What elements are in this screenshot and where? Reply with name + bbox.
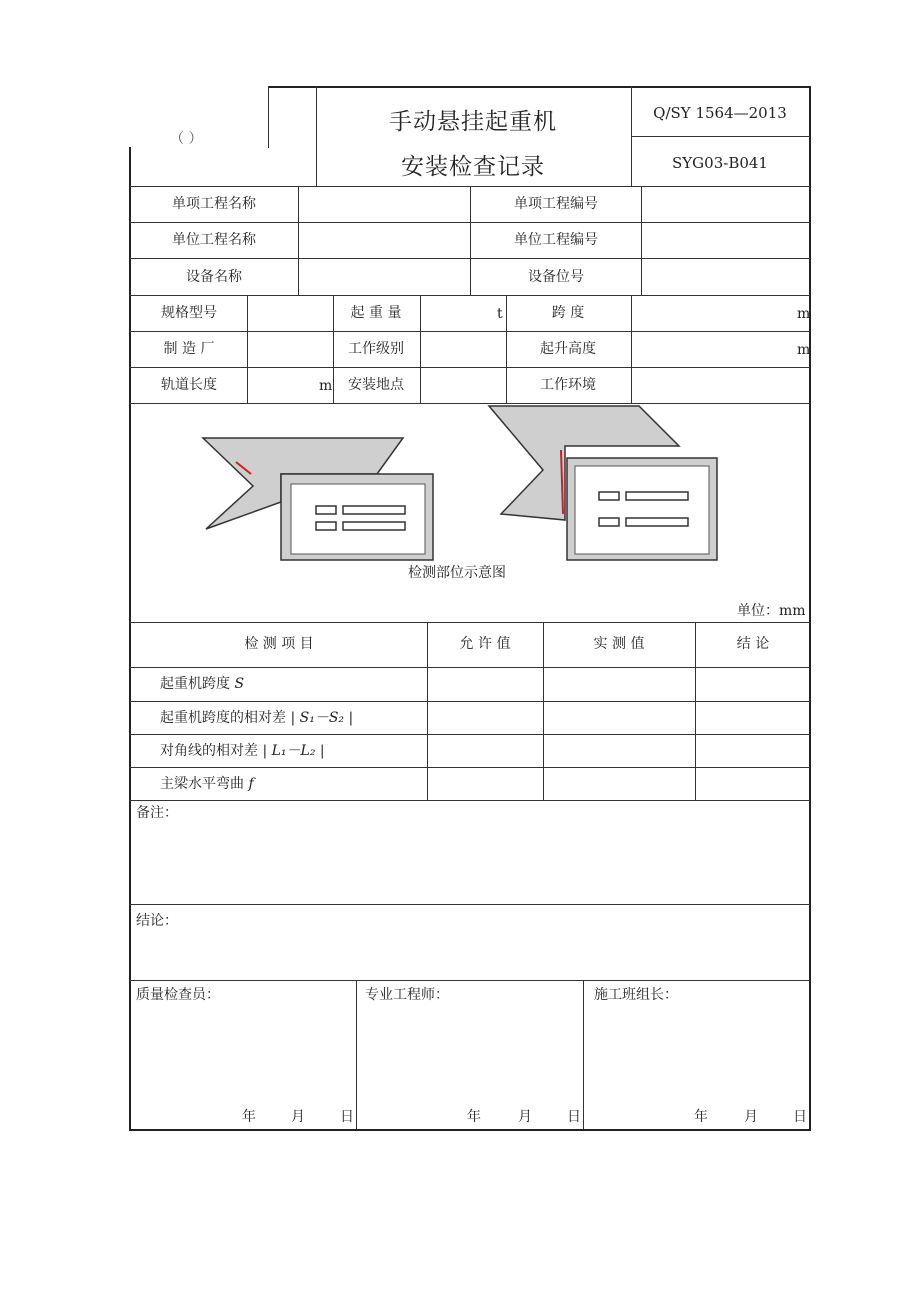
bending-allowed-cell[interactable] <box>429 769 542 799</box>
work-class-label: 工作级别 <box>348 341 404 357</box>
install-location-field[interactable] <box>422 369 504 401</box>
single-project-no-label: 单项工程编号 <box>514 196 598 212</box>
unit-project-no-field[interactable] <box>643 224 807 256</box>
track-length-unit: m <box>319 378 333 394</box>
equipment-name-label: 设备名称 <box>186 269 242 285</box>
row-label-span: 起重机跨度 <box>160 676 235 692</box>
right-slot-small-2 <box>599 518 619 526</box>
model-label: 规格型号 <box>161 305 217 321</box>
row-math-diagonal: | L₁－L₂ | <box>262 743 325 759</box>
form-code: SYG03-B041 <box>672 154 768 172</box>
row-math-span-diff: | S₁－S₂ | <box>290 710 354 726</box>
date-day: 日 <box>340 1109 354 1125</box>
span-conclusion-cell[interactable] <box>697 669 808 700</box>
right-slot-small-1 <box>599 492 619 500</box>
bending-measured-cell[interactable] <box>545 769 694 799</box>
header-inspection-item: 检 测 项 目 <box>244 636 314 652</box>
conclusion-label: 结论： <box>136 913 178 929</box>
left-slot-long-1 <box>343 506 405 514</box>
diagonal-allowed-cell[interactable] <box>429 736 542 766</box>
left-slot-long-2 <box>343 522 405 530</box>
single-project-name-label: 单项工程名称 <box>172 196 256 212</box>
diagram-unit-label: 单位：mm <box>737 603 806 619</box>
equipment-name-field[interactable] <box>300 260 468 293</box>
span-label: 跨 度 <box>551 305 585 321</box>
diagonal-measured-cell[interactable] <box>545 736 694 766</box>
table-row <box>160 777 254 791</box>
environment-field[interactable] <box>633 369 807 401</box>
team-leader-label: 施工班组长： <box>594 987 678 1003</box>
maker-field[interactable] <box>249 333 331 365</box>
date-month: 月 <box>291 1109 305 1125</box>
left-slot-small-2 <box>316 522 336 530</box>
install-location-label: 安装地点 <box>348 377 404 393</box>
right-slot-long-1 <box>626 492 688 500</box>
table-row <box>160 677 244 691</box>
left-panel-inner <box>291 484 425 554</box>
notes-field[interactable] <box>131 826 809 902</box>
team-leader-signature[interactable] <box>585 1008 808 1098</box>
span-field[interactable] <box>633 297 807 329</box>
lift-height-field[interactable] <box>633 333 807 365</box>
date-month: 月 <box>518 1109 532 1125</box>
date-day: 日 <box>793 1109 807 1125</box>
header-conclusion: 结 论 <box>736 636 770 652</box>
span-diff-measured-cell[interactable] <box>545 703 694 733</box>
date-day: 日 <box>567 1109 581 1125</box>
inspection-diagram <box>131 404 809 622</box>
row-math-bending: f <box>248 776 254 792</box>
org-label-partial: （ ） <box>170 131 203 147</box>
row-label-diagonal: 对角线的相对差 <box>160 743 263 759</box>
unit-project-no-label: 单位工程编号 <box>514 232 598 248</box>
form-title-line1: 手动悬挂起重机 <box>389 109 557 135</box>
maker-label: 制 造 厂 <box>163 341 215 357</box>
single-project-no-field[interactable] <box>643 188 807 220</box>
date-year: 年 <box>467 1109 481 1125</box>
standard-code: Q/SY 1564—2013 <box>653 104 787 122</box>
unit-project-name-label: 单位工程名称 <box>172 232 256 248</box>
form-title-line2: 安装检查记录 <box>401 154 545 180</box>
left-slot-small-1 <box>316 506 336 514</box>
model-field[interactable] <box>249 297 331 329</box>
date-month: 月 <box>744 1109 758 1125</box>
span-unit: m <box>797 306 811 322</box>
table-row <box>160 744 325 758</box>
conclusion-field[interactable] <box>131 934 809 978</box>
diagonal-conclusion-cell[interactable] <box>697 736 808 766</box>
bending-conclusion-cell[interactable] <box>697 769 808 799</box>
engineer-signature[interactable] <box>358 1008 582 1098</box>
table-row <box>160 711 353 725</box>
lift-height-unit: m <box>797 342 811 358</box>
capacity-label: 起 重 量 <box>350 305 402 321</box>
header-measured-value: 实 测 值 <box>593 636 645 652</box>
work-class-field[interactable] <box>422 333 504 365</box>
span-allowed-cell[interactable] <box>429 669 542 700</box>
engineer-label: 专业工程师： <box>365 987 449 1003</box>
capacity-field[interactable] <box>422 297 504 329</box>
track-length-label: 轨道长度 <box>161 377 217 393</box>
header-allowed-value: 允 许 值 <box>459 636 511 652</box>
row-label-span-diff: 起重机跨度的相对差 <box>160 710 291 726</box>
notes-label: 备注： <box>136 805 178 821</box>
equipment-position-field[interactable] <box>643 260 807 293</box>
span-diff-allowed-cell[interactable] <box>429 703 542 733</box>
lift-height-label: 起升高度 <box>540 341 596 357</box>
right-slot-long-2 <box>626 518 688 526</box>
equipment-position-label: 设备位号 <box>528 269 584 285</box>
capacity-unit: t <box>497 306 503 322</box>
span-diff-conclusion-cell[interactable] <box>697 703 808 733</box>
quality-inspector-signature[interactable] <box>131 1008 355 1098</box>
unit-project-name-field[interactable] <box>300 224 468 256</box>
single-project-name-field[interactable] <box>300 188 468 220</box>
environment-label: 工作环境 <box>540 377 596 393</box>
right-panel-inner <box>575 466 709 554</box>
diagram-caption: 检测部位示意图 <box>408 565 506 581</box>
span-measured-cell[interactable] <box>545 669 694 700</box>
row-math-span: S <box>234 676 245 692</box>
quality-inspector-label: 质量检查员： <box>136 987 220 1003</box>
row-label-bending: 主梁水平弯曲 <box>160 776 249 792</box>
date-year: 年 <box>694 1109 708 1125</box>
date-year: 年 <box>242 1109 256 1125</box>
